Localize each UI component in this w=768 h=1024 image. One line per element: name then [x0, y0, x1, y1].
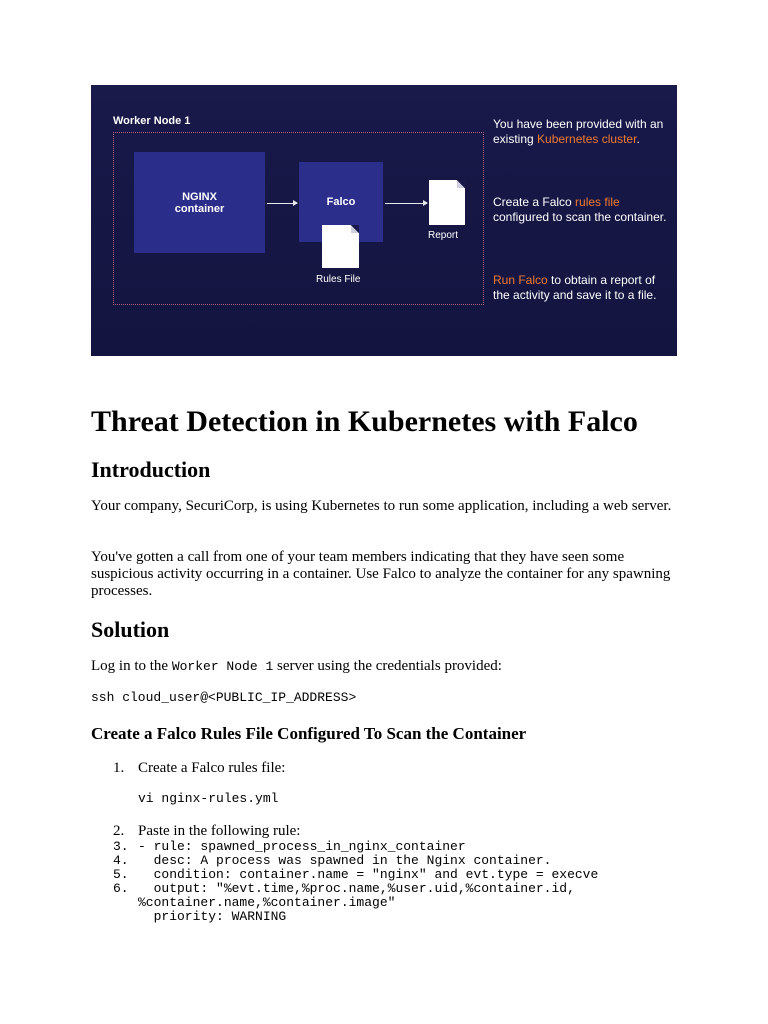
side-note-cluster: You have been provided with an existing Kubernetes cluster. [493, 117, 664, 146]
code-line: priority: WARNING [138, 909, 287, 924]
code-line-number: 5. [113, 867, 129, 882]
diagram-banner [91, 85, 677, 356]
arrow-falco-to-report [385, 203, 427, 204]
ssh-command: ssh cloud_user@<PUBLIC_IP_ADDRESS> [91, 690, 357, 705]
step-number: 1. [113, 760, 125, 776]
code-line: output: "%evt.time,%proc.name,%user.uid,%container.id, [138, 881, 575, 896]
side-note-rules-file: Create a Falco rules file configured to scan the container. [493, 195, 667, 224]
section-heading: Create a Falco Rules File Configured To Scan the Container [91, 724, 527, 743]
rules-file-icon [322, 225, 359, 268]
code-line: - rule: spawned_process_in_nginx_container [138, 839, 466, 854]
login-instruction: Log in to the Worker Node 1 server using the credentials provided: [91, 658, 502, 674]
falco-label: Falco [326, 196, 356, 208]
code-line: condition: container.name = "nginx" and evt.type = execve [138, 867, 599, 882]
code-line: %container.name,%container.image" [138, 895, 396, 910]
step-number: 2. [113, 823, 125, 839]
step-text: Create a Falco rules file: [138, 760, 286, 776]
worker-node-title: Worker Node 1 [113, 115, 191, 127]
report-label: Report [428, 230, 459, 241]
intro-paragraph-1: Your company, SecuriCorp, is using Kubernetes to run some application, including a web server. [91, 498, 672, 514]
code-line: desc: A process was spawned in the Nginx container. [138, 853, 552, 868]
code-line-number: 4. [113, 853, 129, 868]
vi-command: vi nginx-rules.yml [138, 791, 279, 806]
nginx-container-box [134, 152, 265, 253]
intro-paragraph-2: You've gotten a call from one of your team members indicating that they have seen some suspicious activity occurring in a container. Use Falco to analyze the container for any spawning processes. [91, 549, 671, 599]
solution-heading: Solution [91, 617, 170, 642]
page-title: Threat Detection in Kubernetes with Falco [91, 405, 638, 438]
arrow-nginx-to-falco [267, 203, 297, 204]
step-text: Paste in the following rule: [138, 823, 301, 839]
code-line-number: 6. [113, 881, 129, 896]
rules-file-label: Rules File [316, 274, 361, 285]
side-note-run-falco: Run Falco to obtain a report of the activity and save it to a file. [493, 273, 657, 302]
nginx-container-label: NGINX container [174, 190, 225, 215]
introduction-heading: Introduction [91, 457, 211, 482]
report-file-icon [429, 180, 465, 225]
code-line-number: 3. [113, 839, 129, 854]
